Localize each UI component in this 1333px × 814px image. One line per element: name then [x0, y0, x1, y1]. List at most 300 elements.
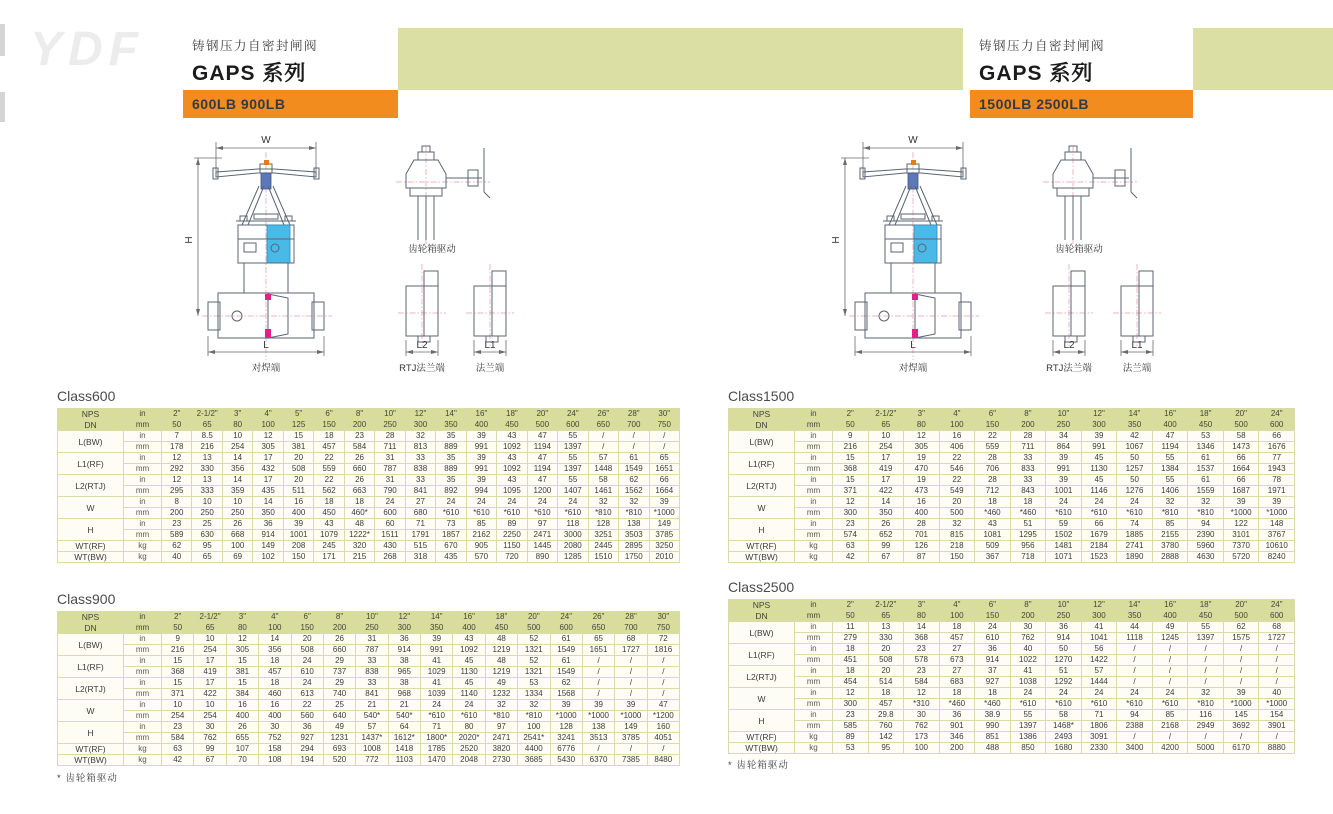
value-cell: 1568 — [550, 689, 582, 700]
value-cell: 39 — [582, 700, 614, 711]
value-cell: 71 — [1081, 710, 1117, 721]
value-cell: *1000 — [649, 508, 680, 519]
value-cell: *1000 — [1223, 508, 1259, 519]
value-cell: 57 — [1081, 666, 1117, 677]
value-cell: 40 — [1010, 644, 1046, 655]
value-cell: 18 — [259, 656, 291, 667]
value-cell: 3400 — [1117, 743, 1153, 754]
row-label: WT(RF) — [729, 541, 795, 552]
value-cell: 655 — [226, 733, 258, 744]
value-cell: 32 — [1188, 688, 1224, 699]
value-cell: 838 — [405, 464, 435, 475]
value-cell: 914 — [975, 655, 1011, 666]
value-cell: 1081 — [975, 530, 1011, 541]
value-cell: 35 — [436, 431, 466, 442]
table-title: Class900 — [57, 591, 116, 607]
value-cell: 150 — [939, 552, 975, 563]
value-cell: 145 — [1223, 710, 1259, 721]
value-cell: / — [1259, 655, 1295, 666]
value-cell: 32 — [405, 431, 435, 442]
dn-header-cell: 80 — [226, 623, 258, 634]
value-cell: 5960 — [1188, 541, 1224, 552]
value-cell: 33 — [405, 475, 435, 486]
value-cell: 158 — [259, 744, 291, 755]
value-cell: 6170 — [1223, 743, 1259, 754]
value-cell: 8240 — [1259, 552, 1295, 563]
value-cell: 838 — [356, 667, 388, 678]
value-cell: 43 — [453, 634, 485, 645]
value-cell: 14 — [253, 497, 283, 508]
dn-header-cell: 750 — [649, 420, 680, 431]
value-cell: 2010 — [649, 552, 680, 563]
value-cell: 70 — [226, 755, 258, 766]
value-cell: 50 — [1117, 453, 1153, 464]
row-unit: kg — [124, 552, 162, 563]
value-cell: 20 — [868, 644, 904, 655]
value-cell: 1785 — [421, 744, 453, 755]
table-row — [729, 655, 1295, 666]
value-cell: 2471 — [485, 733, 517, 744]
value-cell: 10 — [868, 431, 904, 442]
value-cell: 53 — [1188, 431, 1224, 442]
series-name: GAPS 系列 — [979, 62, 1094, 85]
product-name-cn: 铸钢压力自密封闸阀 — [192, 39, 319, 53]
value-cell: 41 — [1010, 666, 1046, 677]
dim-l2-label: L2 — [1063, 340, 1075, 351]
value-cell: 55 — [558, 453, 588, 464]
table-row — [58, 722, 680, 733]
row-unit: in — [795, 644, 833, 655]
size-header-cell: 3" — [904, 409, 940, 420]
value-cell: 1502 — [1046, 530, 1082, 541]
value-cell: 108 — [259, 755, 291, 766]
value-cell: 77 — [1259, 453, 1295, 464]
size-header-cell: 20" — [1223, 409, 1259, 420]
value-cell: 173 — [904, 732, 940, 743]
value-cell: 990 — [975, 721, 1011, 732]
arrowhead — [855, 350, 862, 354]
value-cell: 7370 — [1223, 541, 1259, 552]
dim-h-label: H — [831, 236, 842, 244]
value-cell: 841 — [405, 486, 435, 497]
row-label: NPS — [729, 409, 795, 420]
size-header-cell: 26" — [582, 612, 614, 623]
value-cell: 406 — [939, 442, 975, 453]
value-cell: *610 — [1010, 699, 1046, 710]
dn-header-cell: 600 — [558, 420, 588, 431]
row-unit: mm — [124, 530, 162, 541]
class600-spec-table — [57, 408, 680, 563]
row-unit: mm — [124, 486, 162, 497]
value-cell: 8480 — [647, 755, 679, 766]
value-cell: 20 — [939, 497, 975, 508]
value-cell: 1750 — [619, 552, 649, 563]
value-cell: 305 — [904, 442, 940, 453]
value-cell: *610 — [497, 508, 527, 519]
value-cell: 116 — [1188, 710, 1224, 721]
value-cell: 149 — [649, 519, 680, 530]
row-label: L2(RTJ) — [58, 678, 124, 700]
value-cell: 49 — [485, 678, 517, 689]
value-cell: 359 — [222, 486, 252, 497]
table-row — [729, 710, 1295, 721]
table-row — [729, 464, 1295, 475]
value-cell: 32 — [518, 700, 550, 711]
value-cell: 32 — [1152, 497, 1188, 508]
value-cell: 1444 — [1081, 677, 1117, 688]
value-cell: 28 — [375, 431, 405, 442]
dim-l1-label: L1 — [484, 340, 496, 351]
arrowhead — [474, 350, 481, 354]
row-unit: in — [795, 519, 833, 530]
pressure-class-bar-left: 600LB 900LB — [183, 90, 398, 118]
value-cell: 1559 — [1188, 486, 1224, 497]
value-cell: 18 — [975, 688, 1011, 699]
value-cell: *610 — [1046, 699, 1082, 710]
value-cell: 305 — [226, 645, 258, 656]
dn-header-cell: 300 — [1081, 611, 1117, 622]
value-cell: 24 — [527, 497, 557, 508]
value-cell: / — [1117, 677, 1153, 688]
value-cell: 7385 — [615, 755, 647, 766]
value-cell: 22 — [291, 700, 323, 711]
dn-header-cell: 150 — [314, 420, 344, 431]
value-cell: 13 — [192, 475, 222, 486]
row-label: DN — [58, 420, 124, 431]
value-cell: 520 — [323, 755, 355, 766]
table-title: Class2500 — [728, 579, 795, 595]
series-title-block-right — [970, 25, 1193, 90]
value-cell: *1200 — [647, 711, 679, 722]
value-cell: 965 — [388, 667, 420, 678]
value-cell: 58 — [1223, 431, 1259, 442]
value-cell: 61 — [550, 656, 582, 667]
value-cell: / — [582, 744, 614, 755]
value-cell: 178 — [162, 442, 192, 453]
value-cell: 10 — [222, 431, 252, 442]
value-cell: 94 — [1188, 519, 1224, 530]
value-cell: 100 — [518, 722, 550, 733]
row-unit: mm — [124, 689, 162, 700]
value-cell: 21 — [388, 700, 420, 711]
value-cell: 1194 — [527, 442, 557, 453]
value-cell: 693 — [323, 744, 355, 755]
value-cell: 718 — [1010, 552, 1046, 563]
rtj-flange-label: RTJ法兰端 — [399, 363, 445, 374]
value-cell: 71 — [421, 722, 453, 733]
size-header-cell: 2" — [162, 409, 192, 420]
row-unit: in — [124, 678, 162, 689]
value-cell: 24 — [453, 700, 485, 711]
value-cell: 68 — [1259, 622, 1295, 633]
value-cell: 6370 — [582, 755, 614, 766]
row-unit: in — [795, 409, 833, 420]
value-cell: 1468* — [1046, 721, 1082, 732]
size-header-cell: 4" — [253, 409, 283, 420]
row-unit: in — [795, 622, 833, 633]
value-cell: 63 — [833, 541, 869, 552]
table-row — [729, 519, 1295, 530]
dn-header-cell: 250 — [1046, 611, 1082, 622]
row-unit: mm — [124, 623, 162, 634]
arrowhead — [964, 350, 971, 354]
value-cell: 3780 — [1152, 541, 1188, 552]
value-cell: 38.9 — [975, 710, 1011, 721]
size-header-cell: 2-1/2" — [868, 409, 904, 420]
row-label: L1(RF) — [58, 453, 124, 475]
value-cell: 24 — [1117, 497, 1153, 508]
value-cell: 25 — [323, 700, 355, 711]
table-row — [58, 700, 680, 711]
value-cell: 613 — [291, 689, 323, 700]
value-cell: 61 — [619, 453, 649, 464]
size-header-cell: 30" — [647, 612, 679, 623]
value-cell: 419 — [868, 464, 904, 475]
table-row — [729, 442, 1295, 453]
value-cell: 12 — [833, 688, 869, 699]
value-cell: 268 — [375, 552, 405, 563]
value-cell: 18 — [1010, 497, 1046, 508]
value-cell: 549 — [939, 486, 975, 497]
value-cell: 17 — [868, 475, 904, 486]
value-cell: 384 — [226, 689, 258, 700]
value-cell: 24 — [1081, 688, 1117, 699]
value-cell: 1406 — [1152, 486, 1188, 497]
value-cell: / — [1188, 732, 1224, 743]
value-cell: / — [1188, 655, 1224, 666]
value-cell: 1800* — [421, 733, 453, 744]
value-cell: 28 — [975, 453, 1011, 464]
table-row — [58, 464, 680, 475]
value-cell: 66 — [649, 475, 680, 486]
value-cell: 292 — [162, 464, 192, 475]
size-header-cell: 6" — [975, 600, 1011, 611]
value-cell: 570 — [466, 552, 496, 563]
dn-header-cell: 65 — [868, 420, 904, 431]
value-cell: *460 — [939, 699, 975, 710]
value-cell: 1816 — [647, 645, 679, 656]
value-cell: 914 — [1046, 633, 1082, 644]
row-unit: in — [124, 453, 162, 464]
row-unit: in — [795, 688, 833, 699]
value-cell: 1334 — [518, 689, 550, 700]
value-cell: 430 — [375, 541, 405, 552]
value-cell: 330 — [192, 464, 222, 475]
value-cell: 30 — [904, 710, 940, 721]
arrowhead — [317, 350, 324, 354]
size-header-cell: 16" — [466, 409, 496, 420]
value-cell: 435 — [436, 552, 466, 563]
value-cell: 2949 — [1188, 721, 1224, 732]
dn-header-cell: 350 — [436, 420, 466, 431]
class900-table-host — [57, 591, 680, 766]
value-cell: 66 — [1223, 453, 1259, 464]
value-cell: 89 — [833, 732, 869, 743]
value-cell: 50 — [1117, 475, 1153, 486]
value-cell: 24 — [466, 497, 496, 508]
value-cell: 488 — [975, 743, 1011, 754]
value-cell: 41 — [421, 678, 453, 689]
value-cell: 1001 — [1046, 486, 1082, 497]
table-row — [58, 431, 680, 442]
size-header-cell: 6" — [291, 612, 323, 623]
value-cell: 8.5 — [192, 431, 222, 442]
dn-header-cell: 300 — [1081, 420, 1117, 431]
value-cell: 1231 — [323, 733, 355, 744]
value-cell: 706 — [975, 464, 1011, 475]
value-cell: 55 — [558, 475, 588, 486]
value-cell: 20 — [283, 475, 313, 486]
row-label: H — [58, 519, 124, 541]
value-cell: 1321 — [518, 667, 550, 678]
value-cell: 245 — [314, 541, 344, 552]
table-row — [58, 755, 680, 766]
value-cell: 18 — [939, 688, 975, 699]
value-cell: *460 — [975, 508, 1011, 519]
value-cell: 673 — [939, 655, 975, 666]
value-cell: 97 — [485, 722, 517, 733]
value-cell: 58 — [588, 475, 618, 486]
value-cell: 660 — [344, 464, 374, 475]
value-cell: 216 — [162, 645, 194, 656]
value-cell: 27 — [939, 644, 975, 655]
value-cell: 1001 — [283, 530, 313, 541]
value-cell: 53 — [833, 743, 869, 754]
value-cell: 208 — [283, 541, 313, 552]
value-cell: 1067 — [1117, 442, 1153, 453]
value-cell: 12 — [833, 497, 869, 508]
value-cell: 1118 — [1117, 633, 1153, 644]
value-cell: 663 — [344, 486, 374, 497]
size-header-cell: 6" — [314, 409, 344, 420]
value-cell: 460* — [344, 508, 374, 519]
size-header-cell: 12" — [1081, 409, 1117, 420]
value-cell: 1971 — [1259, 486, 1295, 497]
value-cell: 23 — [833, 710, 869, 721]
value-cell: 12 — [162, 475, 192, 486]
value-cell: 368 — [904, 633, 940, 644]
dn-header-cell: 500 — [518, 623, 550, 634]
value-cell: 1537 — [1188, 464, 1224, 475]
size-header-cell: 24" — [1259, 409, 1295, 420]
dn-header-cell: 400 — [1152, 420, 1188, 431]
value-cell: 72 — [647, 634, 679, 645]
table-row — [729, 409, 1295, 420]
size-header-cell: 24" — [1259, 600, 1295, 611]
value-cell: / — [1117, 655, 1153, 666]
table-row — [58, 475, 680, 486]
size-header-cell: 8" — [1010, 409, 1046, 420]
value-cell: 39 — [421, 634, 453, 645]
value-cell: 68 — [615, 634, 647, 645]
value-cell: 138 — [582, 722, 614, 733]
value-cell: 1397 — [1010, 721, 1046, 732]
value-cell: 48 — [344, 519, 374, 530]
value-cell: 422 — [194, 689, 226, 700]
value-cell: 97 — [527, 519, 557, 530]
size-header-cell: 10" — [1046, 409, 1082, 420]
size-header-cell: 10" — [375, 409, 405, 420]
value-cell: 1549 — [619, 464, 649, 475]
table-row — [58, 733, 680, 744]
value-cell: 610 — [975, 633, 1011, 644]
value-cell: 10 — [222, 497, 252, 508]
table-row — [729, 453, 1295, 464]
value-cell: 95 — [192, 541, 222, 552]
size-header-cell: 18" — [485, 612, 517, 623]
row-unit: in — [124, 700, 162, 711]
value-cell: 20 — [868, 666, 904, 677]
value-cell: 28 — [1010, 431, 1046, 442]
value-cell: 24 — [975, 622, 1011, 633]
size-header-cell: 4" — [939, 409, 975, 420]
row-unit: in — [795, 431, 833, 442]
arrowhead — [843, 158, 847, 165]
table-row — [58, 634, 680, 645]
value-cell: 37 — [975, 666, 1011, 677]
row-unit: in — [795, 666, 833, 677]
value-cell: 559 — [314, 464, 344, 475]
size-header-cell: 14" — [436, 409, 466, 420]
value-cell: 1222* — [344, 530, 374, 541]
value-cell: 59 — [1046, 519, 1082, 530]
value-cell: 1146 — [1081, 486, 1117, 497]
dn-header-cell: 100 — [259, 623, 291, 634]
value-cell: 12 — [904, 688, 940, 699]
value-cell: 1470 — [421, 755, 453, 766]
row-unit: in — [795, 600, 833, 611]
row-unit: mm — [795, 420, 833, 431]
dn-header-cell: 700 — [615, 623, 647, 634]
value-cell: 149 — [253, 541, 283, 552]
row-unit: kg — [124, 755, 162, 766]
value-cell: 45 — [1081, 453, 1117, 464]
value-cell: 451 — [833, 655, 869, 666]
value-cell: 435 — [253, 486, 283, 497]
table-row — [58, 420, 680, 431]
dn-header-cell: 65 — [194, 623, 226, 634]
size-header-cell: 28" — [615, 612, 647, 623]
seat-accent — [265, 294, 271, 300]
dim-l-label: L — [910, 340, 916, 351]
value-cell: 371 — [833, 486, 869, 497]
value-cell: 149 — [615, 722, 647, 733]
value-cell: 57 — [588, 453, 618, 464]
value-cell: 1270 — [1046, 655, 1082, 666]
dn-header-cell: 150 — [291, 623, 323, 634]
scan-edge-mark — [0, 92, 5, 122]
value-cell: 1079 — [314, 530, 344, 541]
table-row — [729, 644, 1295, 655]
value-cell: *1000 — [582, 711, 614, 722]
value-cell: / — [647, 656, 679, 667]
arrowhead — [1146, 350, 1153, 354]
value-cell: 64 — [388, 722, 420, 733]
value-cell: 58 — [1046, 710, 1082, 721]
value-cell: 138 — [619, 519, 649, 530]
value-cell: 546 — [939, 464, 975, 475]
row-unit: mm — [124, 667, 162, 678]
table-row — [58, 744, 680, 755]
value-cell: 3767 — [1259, 530, 1295, 541]
table-row — [729, 677, 1295, 688]
value-cell: 32 — [485, 700, 517, 711]
value-cell: 584 — [162, 733, 194, 744]
value-cell: 24 — [497, 497, 527, 508]
table-row — [729, 431, 1295, 442]
seat-accent — [265, 329, 271, 338]
value-cell: 36 — [388, 634, 420, 645]
